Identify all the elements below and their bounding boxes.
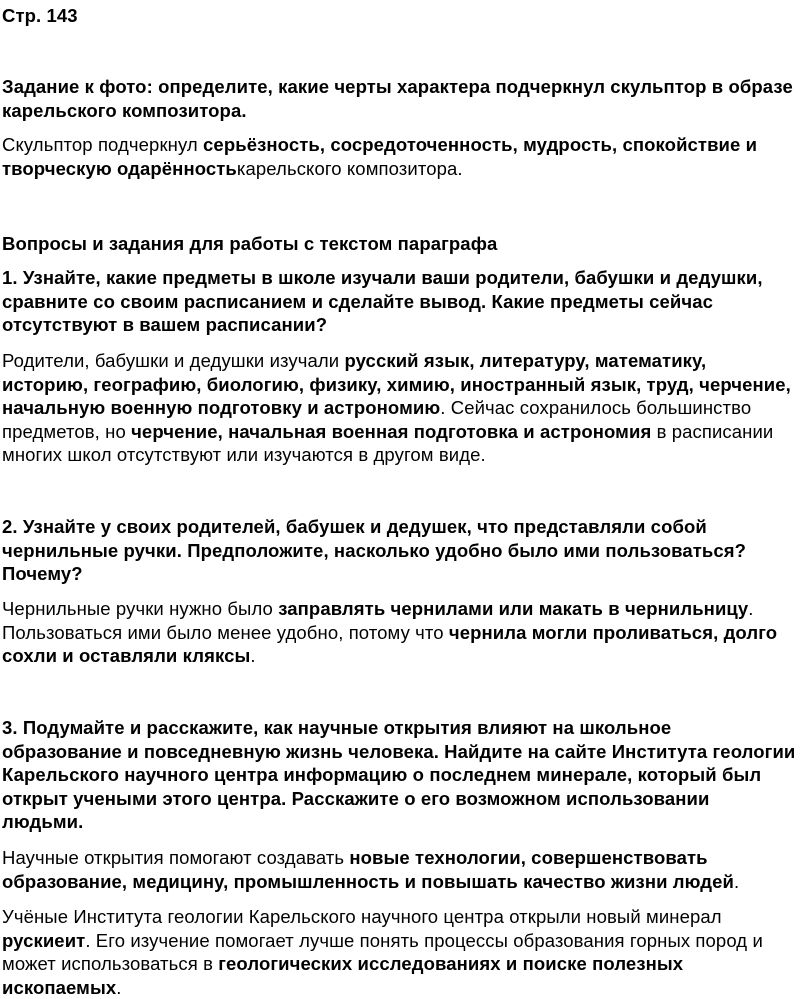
- question-2: 2. Узнайте у своих родителей, бабушек и дедушек, что представляли собой чернильные ручки. Предположите, насколько удобно было ими пользоваться? Почему?: [2, 516, 747, 584]
- answer-emphasis: рускиеит: [2, 929, 86, 951]
- answer-text: Научные открытия помогают создавать: [2, 847, 350, 868]
- answer-text: Учёные Института геологии Карельского научного центра открыли новый минерал: [2, 906, 722, 927]
- photo-task-answer: [2, 133, 796, 180]
- answer-3-part-2: [2, 905, 796, 999]
- answer-text: Скульптор подчеркнул: [2, 134, 204, 155]
- answer-text: . Его изучение помогает лучше понять процессы образования горных пород и может использоваться в: [2, 929, 763, 974]
- answer-text: .: [116, 976, 122, 998]
- answer-1: [2, 349, 796, 467]
- answer-text: карельского композитора.: [236, 157, 463, 179]
- photo-task-question: Задание к фото: определите, какие черты характера подчеркнул скульптор в образе карельского композитора.: [2, 76, 793, 121]
- answer-text: . Пользоваться ими было менее удобно, потому что: [2, 598, 754, 643]
- answer-text: в расписании многих школ отсутствуют или изучаются в другом виде.: [2, 420, 774, 465]
- page-number: Стр. 143: [2, 5, 78, 26]
- answer-text: . Сейчас сохранилось большинство предметов, но: [2, 397, 752, 442]
- question-1: 1. Узнайте, какие предметы в школе изучали ваши родители, бабушки и дедушки, сравните со своим расписанием и сделайте вывод. Какие предметы сейчас отсутствуют в вашем расписании?: [2, 267, 763, 335]
- answer-emphasis: чернила могли проливаться, долго сохли и оставляли кляксы: [2, 621, 778, 666]
- answer-emphasis: заправлять чернилами или макать в чернильницу: [278, 598, 749, 619]
- question-3: 3. Подумайте и расскажите, как научные открытия влияют на школьное образование и повседневную жизнь человека. Найдите на сайте Института геологии Карельского научного центра информацию о последнем минерале, который был открыт учеными этого центра. Расскажите о его возможном использовании людьми.: [2, 717, 796, 832]
- answer-3-part-1: [2, 846, 796, 893]
- answer-2: [2, 597, 796, 668]
- answer-emphasis: новые технологии, совершенствовать образование, медицину, промышленность и повышать качество жизни людей: [2, 847, 735, 892]
- answer-emphasis: черчение, начальная военная подготовка и астрономия: [131, 420, 652, 442]
- answer-text: .: [250, 645, 256, 666]
- answer-emphasis: геологических исследованиях и поиске полезных ископаемых: [2, 953, 684, 998]
- answer-text: .: [734, 870, 740, 892]
- answer-text: Чернильные ручки нужно было: [2, 598, 279, 619]
- answer-emphasis: серьёзность, сосредоточенность, мудрость, спокойствие и творческую одарённость: [2, 134, 758, 179]
- answer-emphasis: русский язык, литературу, математику, историю, географию, биологию, физику, химию, иностранный язык, труд, черчение, начальную военную подготовку и астрономию: [2, 350, 791, 418]
- section-title: Вопросы и задания для работы с текстом параграфа: [2, 233, 498, 254]
- answer-text: Родители, бабушки и дедушки изучали: [2, 350, 345, 371]
